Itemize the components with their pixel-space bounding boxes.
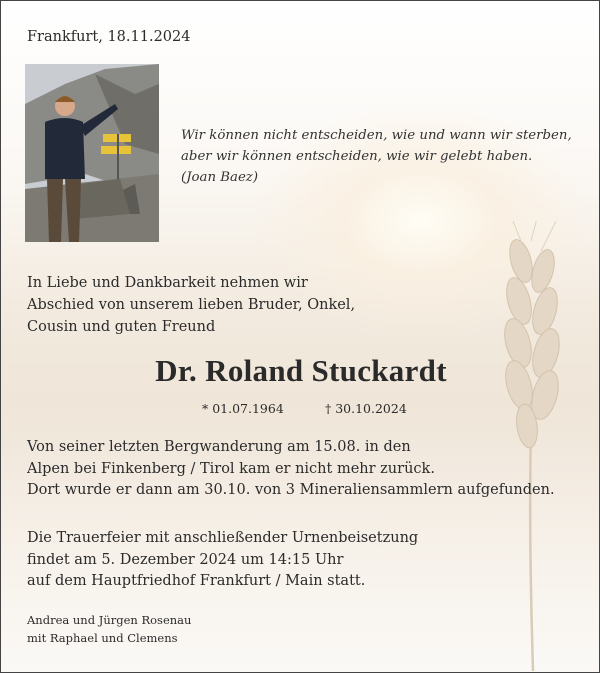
birth-date: * 01.07.1964 — [202, 401, 284, 416]
funeral-paragraph — [27, 528, 418, 593]
signature-line: Andrea und Jürgen Rosenau — [27, 613, 192, 627]
paragraph-line: findet am 5. Dezember 2024 um 14:15 Uhr — [27, 551, 344, 568]
intro-text — [27, 272, 355, 338]
portrait-photo-icon — [25, 64, 159, 242]
quote-line: Wir können nicht entscheiden, wie und wann wir sterben, — [181, 128, 572, 143]
intro-line: Abschied von unserem lieben Bruder, Onkel, — [27, 297, 356, 313]
signature — [27, 611, 191, 647]
quote — [181, 125, 572, 188]
intro-line: In Liebe und Dankbarkeit nehmen wir — [27, 275, 308, 291]
portrait-photo — [25, 64, 159, 242]
paragraph-line: Dort wurde er dann am 30.10. von 3 Mineraliensammlern aufgefunden. — [27, 482, 555, 498]
intro-line: Cousin und guten Freund — [27, 319, 216, 335]
place-date: Frankfurt, 18.11.2024 — [27, 29, 191, 45]
paragraph-line: Die Trauerfeier mit anschließender Urnenbeisetzung — [27, 530, 419, 546]
signature-line: mit Raphael und Clemens — [27, 631, 178, 645]
quote-author: (Joan Baez) — [181, 170, 259, 185]
deceased-name: Dr. Roland Stuckardt — [155, 353, 447, 388]
paragraph-line: Alpen bei Finkenberg / Tirol kam er nicht mehr zurück. — [27, 460, 435, 477]
paragraph-line: Von seiner letzten Bergwanderung am 15.08. in den — [27, 439, 411, 455]
circumstances-paragraph — [27, 437, 555, 502]
death-date: † 30.10.2024 — [325, 401, 407, 416]
paragraph-line: auf dem Hauptfriedhof Frankfurt / Main statt. — [27, 573, 366, 589]
quote-line: aber wir können entscheiden, wie wir gelebt haben. — [181, 149, 533, 164]
